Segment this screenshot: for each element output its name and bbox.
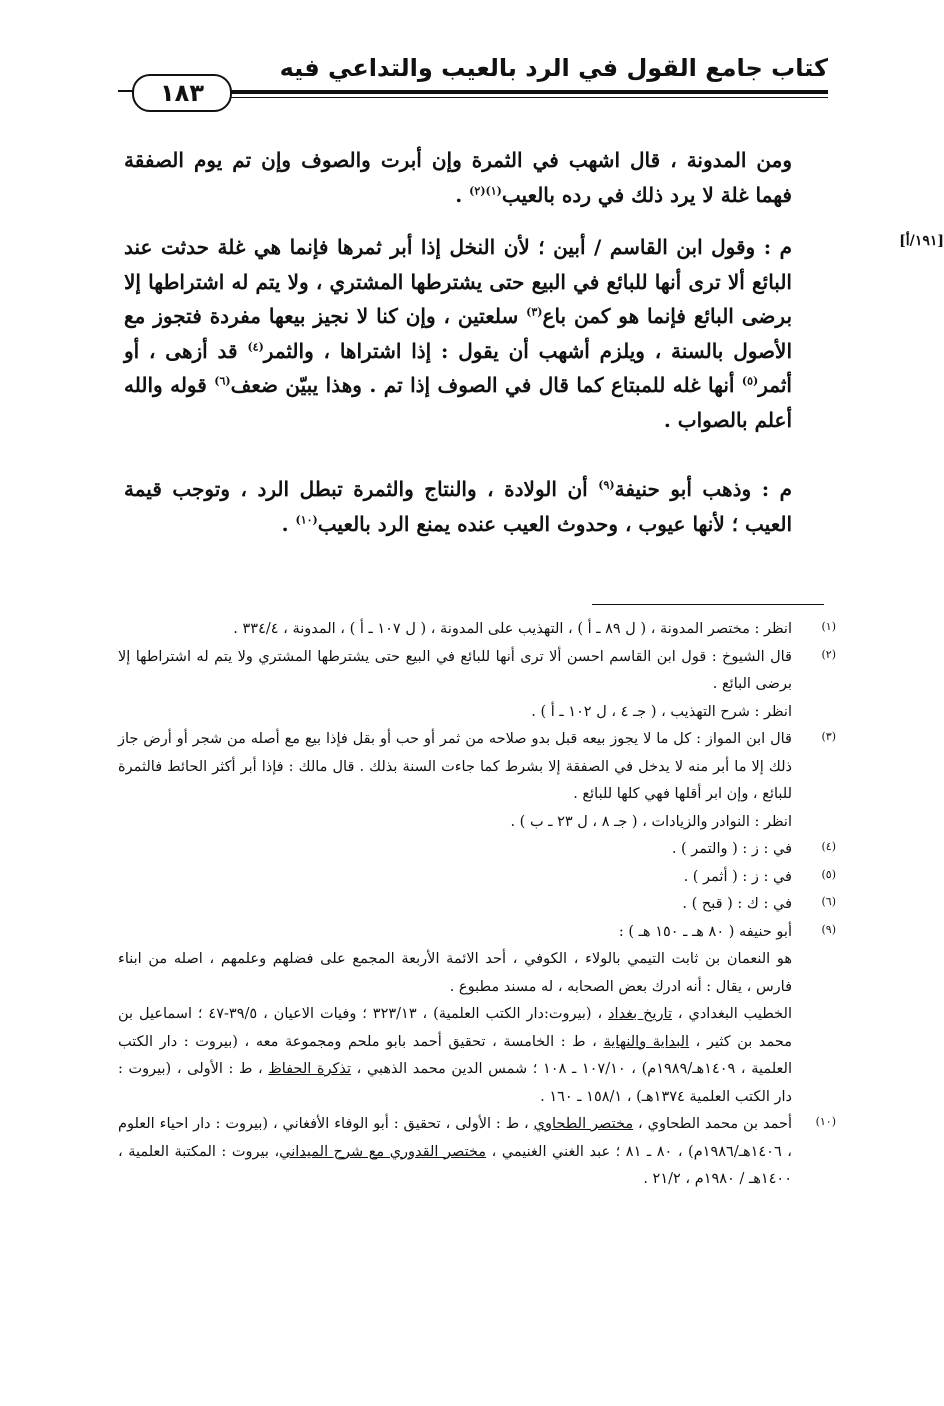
paragraph-1 bbox=[124, 143, 834, 212]
footnote-ref-5[interactable]: (٥) bbox=[741, 374, 759, 388]
folio-marker: [١٩١/أ] bbox=[899, 233, 944, 249]
footnote-ref-10[interactable]: (١٠) bbox=[295, 512, 318, 526]
book-title: كتاب جامع القول في الرد بالعيب والتداعي فيه bbox=[279, 54, 828, 82]
footnote-ref-4[interactable]: (٤) bbox=[247, 339, 264, 353]
footnote-biography: هو النعمان بن ثابت التيمي بالولاء ، الكوفي ، أحد الائمة الأربعة المجمع على فضلهم وعلمهم ، اصله من ابناء فارس ، يقال : أنه ادرك بعض الصحابه ، له مسند مطبوع . bbox=[118, 951, 792, 995]
paragraph-3-text-b: أن الولادة ، والنتاج والثمرة تبطل الرد ، وتوجب قيمة العيب ؛ لأنها عيوب ، وحدوث العيب عنده يمنع الرد بالعيب bbox=[124, 477, 792, 536]
footnote-5 bbox=[118, 864, 836, 892]
source-text: ، ط : الأولى ، تحقيق : أبو الوفاء الأفغاني ، (بيروت : دار احياء العلوم ، ١٤٠٦هـ/١٩٨٦م) ، ٨٠ ـ ٨١ ؛ عبد الغني الغنيمي ، bbox=[118, 1116, 792, 1160]
footnote-number: (٩) bbox=[821, 922, 836, 936]
footnote-3 bbox=[118, 726, 836, 836]
paragraph-2-text-b: سلعتين ، وإن كنا لا نجيز بيعها مفردة فتجوز مع الأصول بالسنة ، ويلزم أشهب أن يقول : إذا اشتراها ، والثمر bbox=[124, 304, 792, 363]
footnote-ref-6[interactable]: (٦) bbox=[214, 374, 231, 388]
footnote-number: (٣) bbox=[821, 730, 836, 743]
header-rule bbox=[218, 90, 828, 94]
paragraph-2-text-a: م : وقول ابن القاسم / أبين ؛ لأن النخل إذا أبر ثمرها فإنما هي غلة حدثت عند البائع ألا ترى أنها للبائع في البيع حتى يشترطها المشتري ، ولا يتم له اشتراطها إلا برضى البائع فإنما هو كمن باع bbox=[124, 235, 793, 328]
footnote-1 bbox=[118, 616, 836, 644]
paragraph-1-end: . bbox=[455, 182, 470, 207]
paragraph-1-text: ومن المدونة ، قال اشهب في الثمرة وإن أبرت والصوف وإن تم يوم الصفقة فهما غلة لا يرد ذلك في رده بالعيب bbox=[124, 148, 792, 207]
footnote-10 bbox=[118, 1111, 836, 1194]
footnote-source: انظر : شرح التهذيب ، ( جـ ٤ ، ل ١٠٢ ـ أ ) . bbox=[531, 703, 792, 720]
footnote-number: (١) bbox=[821, 620, 836, 633]
paragraph-2 bbox=[124, 230, 834, 437]
source-text: ، ط : الأولى ، (بيروت : دار الكتب العلمية ١٣٧٤هـ) ، ١٥٨/١ ـ ١٦٠ . bbox=[118, 1061, 792, 1105]
footnote-ref-2[interactable]: (٢) bbox=[469, 183, 486, 197]
footnote-text: في : ك : ( قبح ) . bbox=[682, 896, 792, 912]
footnote-text: انظر : مختصر المدونة ، ( ل ٨٩ ـ أ ) ، التهذيب على المدونة ، ( ل ١٠٧ ـ أ ) ، المدونة ، ٣٣٤/٤ . bbox=[233, 621, 792, 637]
footnote-heading: أبو حنيفه ( ٨٠ هـ ـ ١٥٠ هـ ) : bbox=[618, 923, 792, 940]
footnote-ref-3[interactable]: (٣) bbox=[526, 305, 543, 319]
source-text: أحمد بن محمد الطحاوي ، bbox=[633, 1116, 792, 1132]
footnote-4 bbox=[118, 836, 836, 864]
footnote-sources bbox=[118, 1111, 792, 1194]
footnote-separator bbox=[592, 604, 824, 605]
footnote-9 bbox=[118, 919, 836, 1112]
footnote-ref-1[interactable]: (١) bbox=[485, 183, 502, 197]
footnote-text: في : ز : ( والتمر ) . bbox=[671, 841, 792, 857]
paragraph-3-text-a: م : وذهب أبو حنيفة bbox=[614, 477, 792, 501]
footnote-number: (٦) bbox=[821, 895, 836, 908]
source-text: ، بيروت : المكتبة العلمية ، ١٤٠٠هـ / ١٩٨٠م ، ٢١/٢ . bbox=[118, 1143, 792, 1187]
footnote-number: (٥) bbox=[821, 867, 836, 881]
footnote-number: (١٠) bbox=[815, 1115, 836, 1128]
source-text: الخطيب البغدادي ، bbox=[671, 1006, 792, 1022]
paragraph-2-text-e: قوله والله أعلم بالصواب . bbox=[124, 373, 792, 432]
header-rule-thin bbox=[218, 97, 828, 98]
source-title: تاريخ بغداد bbox=[608, 1006, 672, 1022]
paragraph-3 bbox=[124, 472, 834, 541]
source-title: البداية والنهاية bbox=[603, 1033, 690, 1050]
source-text: ، ط : الخامسة ، تحقيق أحمد بابو ملحم ومجموعة معه ، (بيروت : دار الكتب العلمية ، ١٤٠٩هـ/١٩٨٩م) ، ١٠٧/١٠ ـ ١٠٨ ؛ شمس الدين محمد الذهبي ، bbox=[118, 1033, 792, 1077]
footnote-6 bbox=[118, 891, 836, 919]
footnote-sources bbox=[118, 1001, 792, 1111]
paragraph-2-text-d: أنها غله للمبتاع كما قال في الصوف إذا تم . وهذا يبيّن ضعف bbox=[230, 373, 742, 397]
page-header bbox=[118, 52, 828, 107]
footnote-ref-9[interactable]: (٩) bbox=[598, 478, 615, 492]
source-title: تذكرة الحفاظ bbox=[268, 1061, 352, 1077]
paragraph-3-end: . bbox=[281, 511, 296, 536]
source-title: مختصر القدوري مع شرح الميداني bbox=[279, 1143, 487, 1160]
paragraph-2-text-c: قد أزهى ، أو أثمر bbox=[124, 338, 792, 397]
source-text: ، (بيروت:دار الكتب العلمية) ، ٣٢٣/١٣ ؛ وفيات الاعيان ، ٣٩/٥-٤٧ ؛ اسماعيل بن محمد بن كثير ، bbox=[118, 1006, 792, 1050]
footnote-text: قال الشيوخ : قول ابن القاسم احسن ألا ترى أنها للبائع في البيع حتى يشترطها المشتري ولا يتم له اشتراطها إلا برضى البائع . bbox=[118, 648, 792, 692]
source-title: مختصر الطحاوي bbox=[533, 1116, 634, 1132]
page-number: ١٨٣ bbox=[132, 74, 232, 112]
footnote-source: انظر : النوادر والزيادات ، ( جـ ٨ ، ل ٢٣ ـ ب ) . bbox=[510, 813, 792, 830]
footnote-text: في : ز : ( أثمر ) . bbox=[683, 868, 792, 885]
footnote-2 bbox=[118, 644, 836, 727]
footnote-number: (٢) bbox=[821, 647, 836, 661]
footnotes bbox=[118, 616, 836, 1194]
footnote-text: قال ابن المواز : كل ما لا يجوز بيعه قبل بدو صلاحه من ثمر أو حب أو بقل فإذا بيع مع أصله من شجر أو أرض جاز ذلك إلا ما أبر منه لا يدخل في الصفقة إلا بشرط كما جاءت السنة بذلك . قال مالك : فإذا أبر أكثر الحائط فالثمرة للبائع ، وإن ابر أقلها فهي كلها للبائع . bbox=[118, 731, 792, 802]
footnote-number: (٤) bbox=[821, 840, 836, 853]
